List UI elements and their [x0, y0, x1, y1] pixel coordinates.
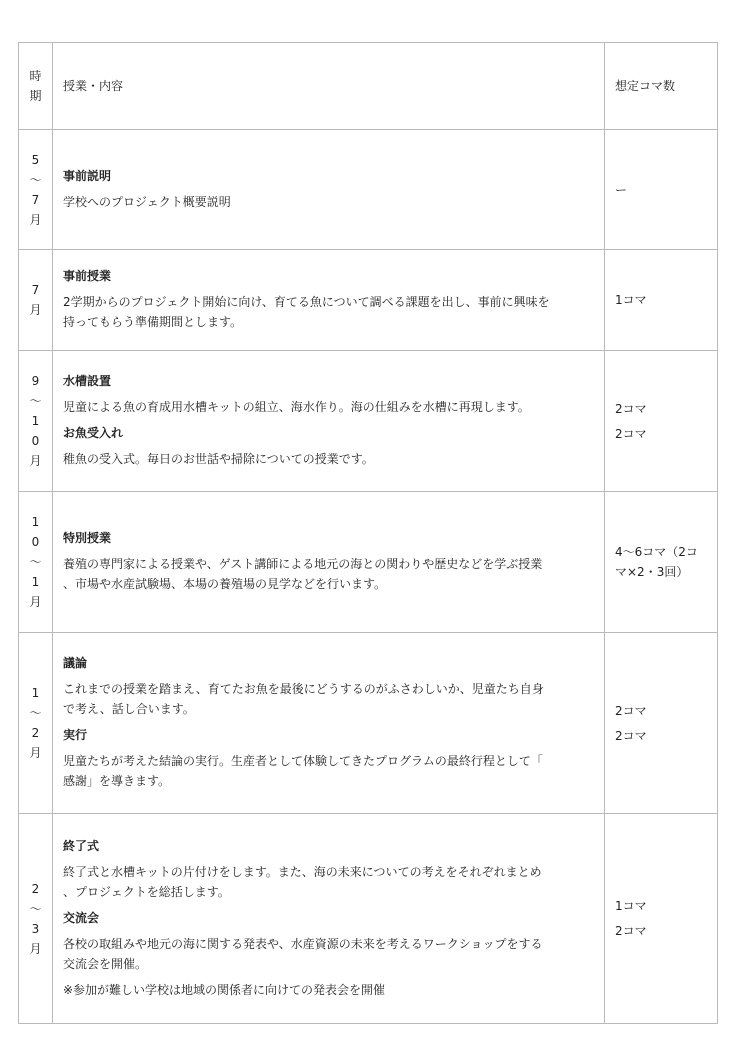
koma-cell [605, 492, 718, 633]
koma-value: 1コマ [615, 293, 647, 307]
period-cell [19, 351, 53, 492]
period-char: 月 [29, 454, 42, 468]
period-char: 7 [31, 192, 40, 207]
koma-cell [605, 633, 718, 814]
content-cell [53, 492, 605, 633]
description-line: 感謝」を導きます。 [63, 774, 171, 788]
period-char: 〜 [29, 172, 42, 187]
koma-value: 2コマ [615, 401, 647, 416]
lesson-title: 事前説明 [63, 168, 112, 183]
header-koma: 想定コマ数 [605, 43, 718, 130]
description-line: 児童による魚の育成用水槽キットの組立、海水作り。海の仕組みを水槽に再現します。 [63, 400, 530, 414]
schedule-row [19, 130, 718, 250]
description-line: 養殖の専門家による授業や、ゲスト講師による地元の海との関わりや歴史などを学ぶ授業 [63, 557, 543, 571]
schedule-row [19, 814, 718, 1024]
header-row [19, 43, 718, 130]
lesson-title: お魚受入れ [63, 426, 124, 440]
period-char: 7 [31, 283, 40, 297]
koma-cell [605, 130, 718, 250]
koma-cell [605, 814, 718, 1024]
koma-value: 2コマ [615, 728, 647, 743]
content-cell [53, 351, 605, 492]
lesson-description [63, 751, 594, 791]
period-char: 3 [31, 921, 40, 936]
description-line: 2学期からのプロジェクト開始に向け、育てる魚について調べる課題を出し、事前に興味を [63, 295, 550, 309]
content-cell [53, 633, 605, 814]
lesson-title: 議論 [63, 656, 88, 670]
period-char: 2 [31, 726, 40, 740]
koma-value: 2コマ [615, 426, 647, 441]
description-line: で考え、話し合います。 [63, 702, 195, 716]
koma-cell [605, 351, 718, 492]
koma-value: 2コマ [615, 703, 647, 718]
period-char: 1 [31, 575, 40, 589]
koma-value: マ×2・3回） [615, 565, 689, 579]
lesson-title: 終了式 [63, 838, 100, 853]
koma-value: 4〜6コマ（2コ [615, 545, 698, 559]
description-line: 、プロジェクトを総括します。 [63, 884, 230, 899]
period-char: 月 [29, 746, 42, 760]
lesson-description [63, 679, 594, 719]
period-cell [19, 250, 53, 351]
header-period-char: 期 [29, 89, 42, 103]
lesson-description [63, 292, 594, 332]
lesson-title: 実行 [63, 728, 88, 742]
header-period-char: 時 [29, 69, 42, 83]
period-char: 月 [29, 303, 42, 317]
lesson-description [63, 934, 594, 974]
period-char: 〜 [29, 901, 42, 916]
description-line: ※参加が難しい学校は地域の関係者に向けての発表会を開催 [63, 982, 386, 997]
period-char: 9 [31, 374, 40, 388]
koma-cell [605, 250, 718, 351]
schedule-table-body [19, 43, 718, 1024]
koma-value: 1コマ [615, 899, 647, 913]
period-char: 1 [31, 414, 40, 428]
period-char: 2 [31, 881, 40, 896]
period-char: 月 [29, 941, 42, 956]
lesson-title: 特別授業 [63, 531, 112, 545]
period-char: 1 [31, 686, 40, 700]
period-cell [19, 492, 53, 633]
period-char: 月 [29, 595, 42, 609]
lesson-description [63, 554, 594, 594]
description-line: これまでの授業を踏まえ、育てたお魚を最後にどうするのがふさわしいか、児童たち自身 [63, 682, 544, 696]
period-char: 1 [31, 515, 40, 529]
content-cell [53, 130, 605, 250]
content-cell [53, 250, 605, 351]
period-char: 〜 [29, 555, 42, 569]
description-line: 学校へのプロジェクト概要説明 [63, 194, 231, 209]
period-cell [19, 130, 53, 250]
lesson-description [63, 397, 594, 417]
description-line: 、市場や水産試験場、本場の養殖場の見学などを行います。 [63, 577, 387, 591]
lesson-description [63, 449, 594, 469]
description-line: 稚魚の受入式。毎日のお世話や掃除についての授業です。 [63, 452, 374, 466]
lesson-description [63, 192, 594, 212]
period-char: 0 [31, 434, 40, 448]
koma-value: ー [615, 182, 628, 197]
header-period [19, 43, 53, 130]
description-line: 交流会を開催。 [63, 956, 148, 971]
schedule-row [19, 351, 718, 492]
lesson-description [63, 862, 594, 902]
description-line: 終了式と水槽キットの片付けをします。また、海の未来についての考えをそれぞれまとめ [63, 864, 542, 879]
lesson-title: 水槽設置 [63, 374, 112, 388]
schedule-row [19, 492, 718, 633]
description-line: 各校の取組みや地元の海に関する発表や、水産資源の未来を考えるワークショップをする [63, 936, 543, 951]
period-char: 〜 [29, 394, 42, 408]
period-char: 〜 [29, 706, 42, 720]
period-char: 月 [29, 212, 42, 227]
schedule-row [19, 633, 718, 814]
lesson-title: 事前授業 [63, 269, 112, 283]
lesson-title: 交流会 [63, 910, 100, 925]
lesson-description [63, 980, 594, 1000]
schedule-row [19, 250, 718, 351]
description-line: 児童たちが考えた結論の実行。生産者として体験してきたプログラムの最終行程として「 [63, 754, 543, 768]
period-cell [19, 633, 53, 814]
period-cell [19, 814, 53, 1024]
period-char: 5 [31, 152, 40, 167]
header-content: 授業・内容 [53, 43, 605, 130]
period-char: 0 [31, 535, 40, 549]
content-cell [53, 814, 605, 1024]
description-line: 持ってもらう準備期間とします。 [63, 315, 243, 329]
schedule-table [18, 42, 718, 1024]
koma-value: 2コマ [615, 924, 647, 938]
